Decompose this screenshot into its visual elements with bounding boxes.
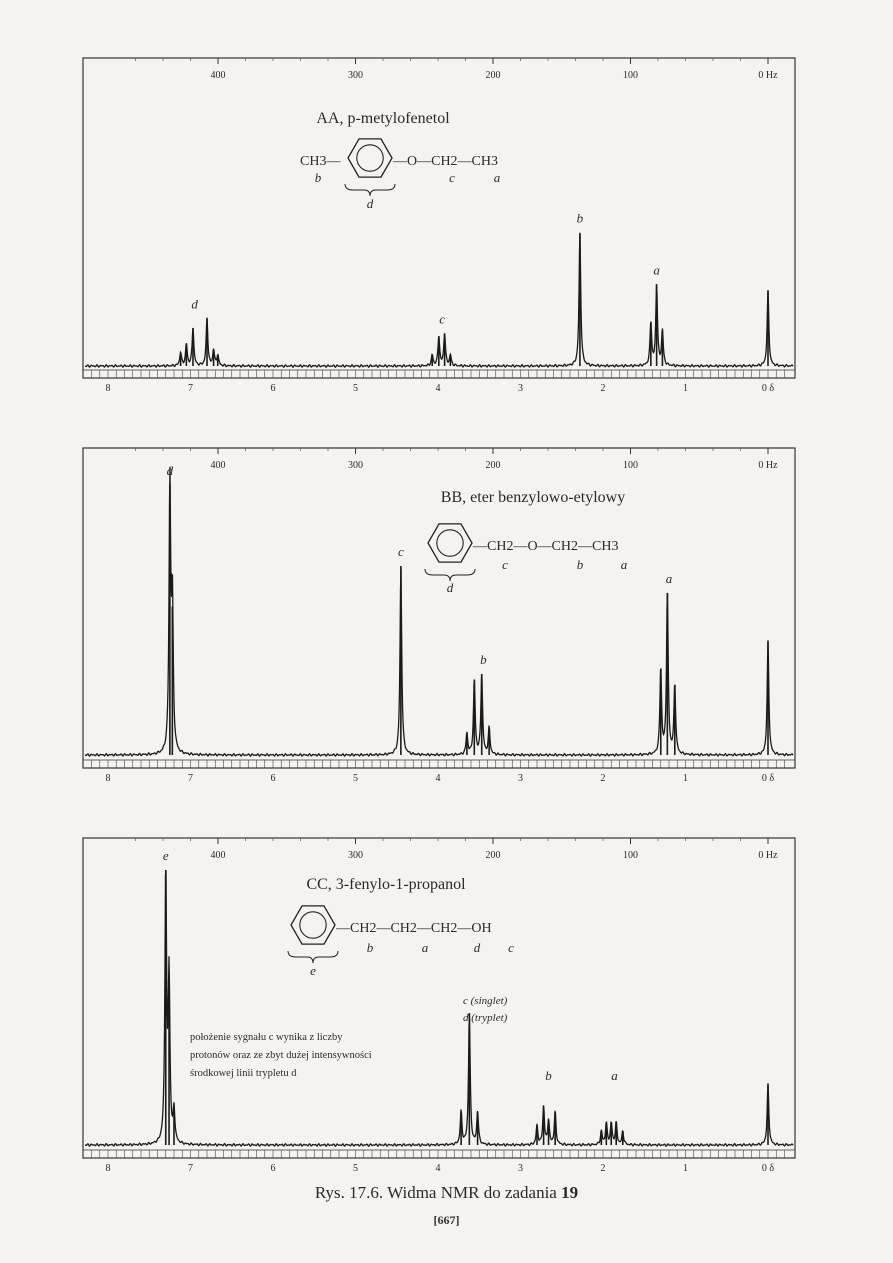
header-CC <box>190 876 514 1079</box>
ppm-tick-label: 7 <box>188 1163 193 1174</box>
ppm-tick-label: 8 <box>105 773 111 784</box>
hz-tick-label: 200 <box>485 70 501 81</box>
group-label: b <box>576 557 584 572</box>
ppm-tick-label: 5 <box>353 773 358 784</box>
ppm-tick-label: 3 <box>518 1163 523 1174</box>
hz-tick-label: 400 <box>210 70 226 81</box>
ppm-tick-label: 8 <box>105 383 111 394</box>
aromatic-circle <box>300 912 326 938</box>
spectrum-BB <box>83 448 795 784</box>
group-label: c <box>502 557 508 572</box>
hz-tick-label: 0 Hz <box>758 70 778 81</box>
ppm-tick-label: 5 <box>353 383 358 394</box>
group-label: d <box>446 580 454 595</box>
ppm-tick-label: 2 <box>600 1163 606 1174</box>
ppm-tick-label: 1 <box>683 383 688 394</box>
ppm-tick-label: 0 δ <box>761 383 775 394</box>
peak-label-d: d <box>166 463 174 478</box>
peak-label-b: b <box>545 1068 552 1083</box>
spectrum-AA <box>83 58 795 394</box>
group-label: b <box>314 170 322 185</box>
hz-tick-label: 400 <box>210 460 226 471</box>
annotation-note-line: protonów oraz ze zbyt dużej intensywności <box>190 1050 372 1061</box>
hz-tick-label: 300 <box>348 850 363 861</box>
hz-tick-label: 200 <box>485 850 501 861</box>
figure-caption: Rys. 17.6. Widma NMR do zadania 19 <box>314 1183 579 1202</box>
ppm-tick-label: 7 <box>188 773 193 784</box>
hz-tick-label: 0 Hz <box>758 460 778 471</box>
peak-label-a: a <box>611 1068 618 1083</box>
group-label: b <box>366 940 374 955</box>
ppm-tick-label: 1 <box>683 773 688 784</box>
group-label: c <box>508 940 514 955</box>
peak-label-a: a <box>665 571 673 586</box>
hz-tick-label: 100 <box>623 850 638 861</box>
plot-frame <box>83 58 795 378</box>
annotation-d-triplet: d (tryplet) <box>463 1012 508 1024</box>
formula-part: —CH2—CH2—CH2—OH <box>336 921 492 936</box>
hz-tick-label: 100 <box>623 460 638 471</box>
ppm-tick-label: 0 δ <box>761 1163 775 1174</box>
hz-tick-label: 100 <box>623 70 638 81</box>
header-AA <box>300 110 501 211</box>
formula-part: —O—CH2—CH3 <box>393 154 499 169</box>
ppm-tick-label: 4 <box>435 773 441 784</box>
ppm-tick-label: 0 δ <box>761 773 775 784</box>
hz-tick-label: 200 <box>485 460 501 471</box>
ppm-tick-label: 2 <box>600 383 606 394</box>
hz-tick-label: 400 <box>210 850 226 861</box>
group-label: a <box>493 170 501 185</box>
ppm-tick-label: 5 <box>353 1163 358 1174</box>
chart-title: CC, 3-fenylo-1-propanol <box>306 876 466 893</box>
brace <box>288 951 338 963</box>
ppm-tick-label: 6 <box>270 773 276 784</box>
peak-label-d: d <box>191 296 198 312</box>
spectrum-trace <box>85 467 793 756</box>
chart-title: AA, p-metylofenetol <box>316 110 450 127</box>
hz-tick-label: 300 <box>348 70 363 81</box>
group-label: a <box>620 557 628 572</box>
aromatic-circle <box>357 145 383 171</box>
annotation-note-line: położenie sygnału c wynika z liczby <box>190 1032 343 1043</box>
hz-tick-label: 0 Hz <box>758 850 778 861</box>
ppm-tick-label: 2 <box>600 773 606 784</box>
group-label: a <box>421 940 429 955</box>
aromatic-circle <box>437 530 463 556</box>
ppm-tick-label: 4 <box>435 1163 441 1174</box>
ppm-tick-label: 1 <box>683 1163 688 1174</box>
ppm-tick-label: 6 <box>270 383 276 394</box>
peak-label-e: e <box>162 848 169 863</box>
ppm-tick-label: 8 <box>105 1163 111 1174</box>
spectrum-trace <box>85 871 793 1146</box>
annotation-c-singlet: c (singlet) <box>463 995 508 1007</box>
ppm-tick-label: 6 <box>270 1163 276 1174</box>
chart-title: BB, eter benzylowo-etylowy <box>440 489 626 506</box>
brace <box>345 184 395 196</box>
header-BB <box>425 489 628 595</box>
peak-label-b: b <box>576 210 584 226</box>
formula-part: CH3— <box>300 154 341 169</box>
annotation-note-line: środkowej linii trypletu d <box>190 1068 297 1079</box>
formula-part: —CH2—O—CH2—CH3 <box>473 539 619 554</box>
peak-label-a: a <box>653 262 660 278</box>
peak-label-b: b <box>480 652 487 667</box>
ppm-tick-label: 3 <box>518 383 523 394</box>
peak-label-c: c <box>439 311 446 327</box>
peak-label-c: c <box>397 544 404 559</box>
group-label: c <box>449 170 455 185</box>
group-label: e <box>310 963 316 978</box>
ppm-tick-label: 3 <box>518 773 523 784</box>
ppm-tick-label: 7 <box>188 383 193 394</box>
group-label: d <box>473 940 481 955</box>
hz-tick-label: 300 <box>348 460 363 471</box>
page-number: [667] <box>433 1213 460 1227</box>
plot-frame <box>83 448 795 768</box>
group-label: d <box>366 196 374 211</box>
ppm-tick-label: 4 <box>435 383 441 394</box>
